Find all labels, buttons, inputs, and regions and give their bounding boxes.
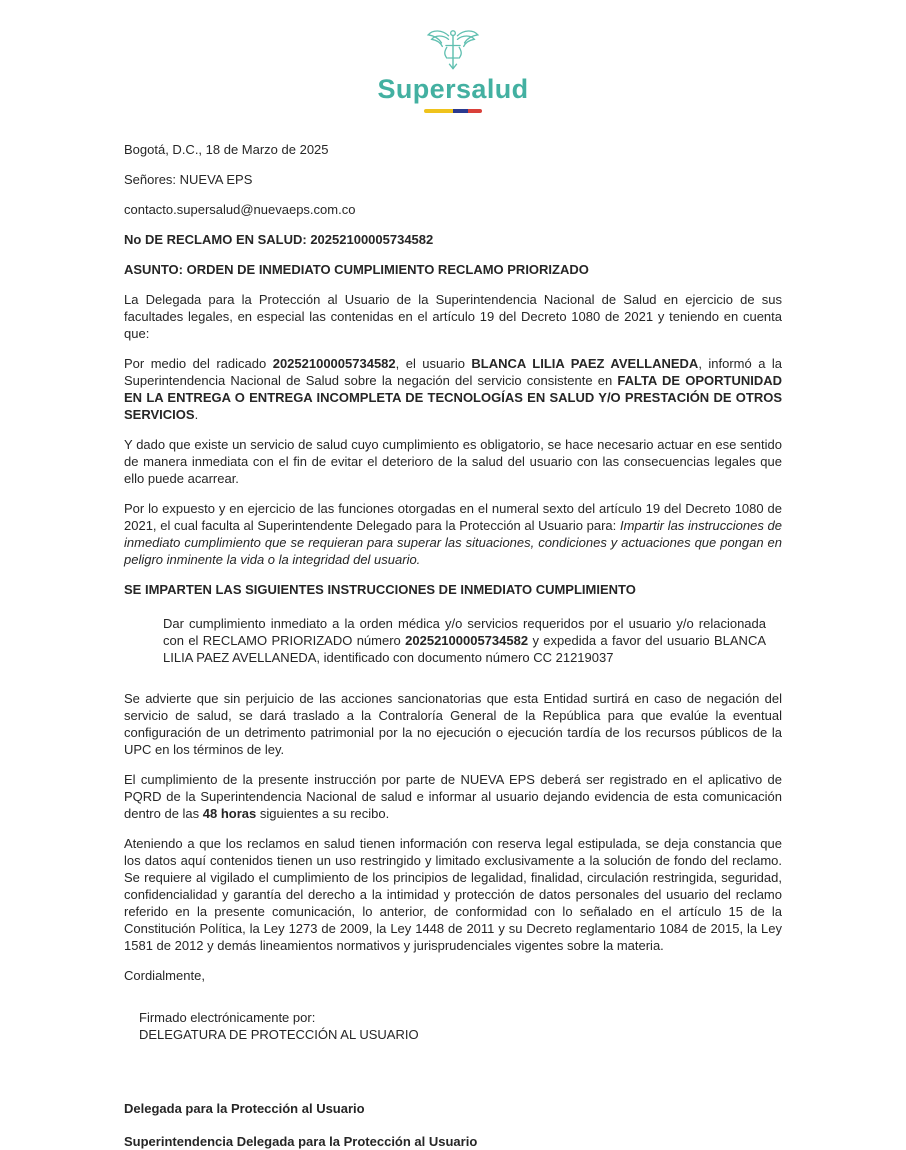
paragraph-radicado [124,355,782,423]
paragraph-advierte [124,690,782,758]
signature-block [139,1009,782,1043]
paragraph-advierte-text: Se advierte que sin perjuicio de las acciones sancionatorias que esta Entidad surtirá en caso de negación del servicio de salud, se dará traslado a la Contraloría General de la República para que evalúe la eventual configuración de un detrimento patrimonial por la no ejecución o ejecución tardía de los recursos públicos de la UPC en los términos de ley. [124,691,782,757]
colombia-flag-bar [424,109,482,113]
date-line: Bogotá, D.C., 18 de Marzo de 2025 [124,142,329,157]
instruction-claim-number: 20252100005734582 [405,633,529,648]
cumplimiento-post: siguientes a su recibo. [256,806,390,821]
subject-line: ASUNTO: ORDEN DE INMEDIATO CUMPLIMIENTO RECLAMO PRIORIZADO [124,262,589,277]
paragraph-faculties [124,291,782,342]
signed-by-entity: DELEGATURA DE PROTECCIÓN AL USUARIO [139,1027,419,1042]
claim-number-line: No DE RECLAMO EN SALUD: 20252100005734582 [124,232,434,247]
radicado-mid2: , informó a la Superintendencia Nacional de Salud sobre la negación del servicio consistente en [124,356,783,388]
paragraph-faculties-text: La Delegada para la Protección al Usuario de la Superintendencia Nacional de Salud en ejercicio de sus facultades legales, en especial las contenidas en el artículo 19 del Decreto 1080 de 2021 y teniendo en cuenta que: [124,292,782,341]
paragraph-cumplimiento [124,771,782,822]
instructions-heading: SE IMPARTEN LAS SIGUIENTES INSTRUCCIONES DE INMEDIATO CUMPLIMIENTO [124,582,636,597]
paragraph-obligatorio [124,436,782,487]
flag-red-stripe [468,109,483,113]
radicado-pre: Por medio del radicado [124,356,273,371]
cumplimiento-hours: 48 horas [202,806,257,821]
radicado-mid1: , el usuario [395,356,472,371]
email-line: contacto.supersalud@nuevaeps.com.co [124,202,356,217]
closing-line: Cordialmente, [124,968,205,983]
signed-by-label: Firmado electrónicamente por: [139,1010,316,1025]
paragraph-reserva [124,835,782,954]
instruction-block [163,615,766,666]
radicado-service-issue: FALTA DE OPORTUNIDAD EN LA ENTREGA O ENTREGA INCOMPLETA DE TECNOLOGÍAS EN SALUD Y/O PRESTACIÓN DE OTROS SERVICIOS [124,373,782,422]
paragraph-reserva-text: Ateniendo a que los reclamos en salud tienen información con reserva legal estipulada, se deja constancia que los datos aquí contenidos tienen un uso restringido y limitado exclusivamente a la solución de fondo del reclamo. Se requiere al vigilado el cumplimiento de los principios de legalidad, finalidad, circulación restringida, seguridad, confidencialidad y garantía del derecho a la intimidad y protección de datos personales del usuario del reclamo referido en la presente comunicación, lo anterior, de conformidad con lo señalado en el artículo 15 de la Constitución Política, la Ley 1273 de 2009, la Ley 1448 de 2011 y su Decreto reglamentario 1084 de 2015, la Ley 1581 de 2012 y demás lineamientos normativos y jurisprudenciales vigentes sobre la materia. [124,836,782,953]
footer-role-superintendencia: Superintendencia Delegada para la Protección al Usuario [124,1134,478,1149]
brand-wordmark: Supersalud [377,74,529,104]
expuesto-quote: Impartir las instrucciones de inmediato cumplimiento que se requieran para superar las situaciones, condiciones y actuaciones que pongan en peligro inminente la vida o la integridad del usuario. [124,518,783,567]
radicado-number: 20252100005734582 [272,356,396,371]
flag-yellow-stripe [424,109,453,113]
caduceus-icon [424,26,482,74]
addressee-line: Señores: NUEVA EPS [124,172,253,187]
instruction-post: y expedida a favor del usuario BLANCA LILIA PAEZ AVELLANEDA, identificado con documento número CC 21219037 [163,633,767,665]
paragraph-expuesto [124,500,782,568]
supersalud-logo [0,0,906,113]
footer-role-delegada: Delegada para la Protección al Usuario [124,1101,365,1116]
flag-blue-stripe [453,109,468,113]
paragraph-obligatorio-text: Y dado que existe un servicio de salud cuyo cumplimiento es obligatorio, se hace necesario actuar en ese sentido de manera inmediata con el fin de evitar el deterioro de la salud del usuario con las consecuencias legales que ello puede acarrear. [124,437,782,486]
expuesto-pre: Por lo expuesto y en ejercicio de las funciones otorgadas en el numeral sexto del artículo 19 del Decreto 1080 de 2021, el cual faculta al Superintendente Delegado para la Protección al Usuario para: [124,501,782,533]
cumplimiento-pre: El cumplimiento de la presente instrucción por parte de NUEVA EPS deberá ser registrado en el aplicativo de PQRD de la Superintendencia Nacional de salud e informar al usuario dejando evidencia de esta comunicación dentro de las [124,772,782,821]
radicado-end: . [194,407,199,422]
radicado-user-name: BLANCA LILIA PAEZ AVELLANEDA [471,356,699,371]
letter-body [124,141,782,1150]
instruction-pre: Dar cumplimiento inmediato a la orden médica y/o servicios requeridos por el usuario y/o relacionada con el RECLAMO PRIORIZADO número [163,616,766,648]
